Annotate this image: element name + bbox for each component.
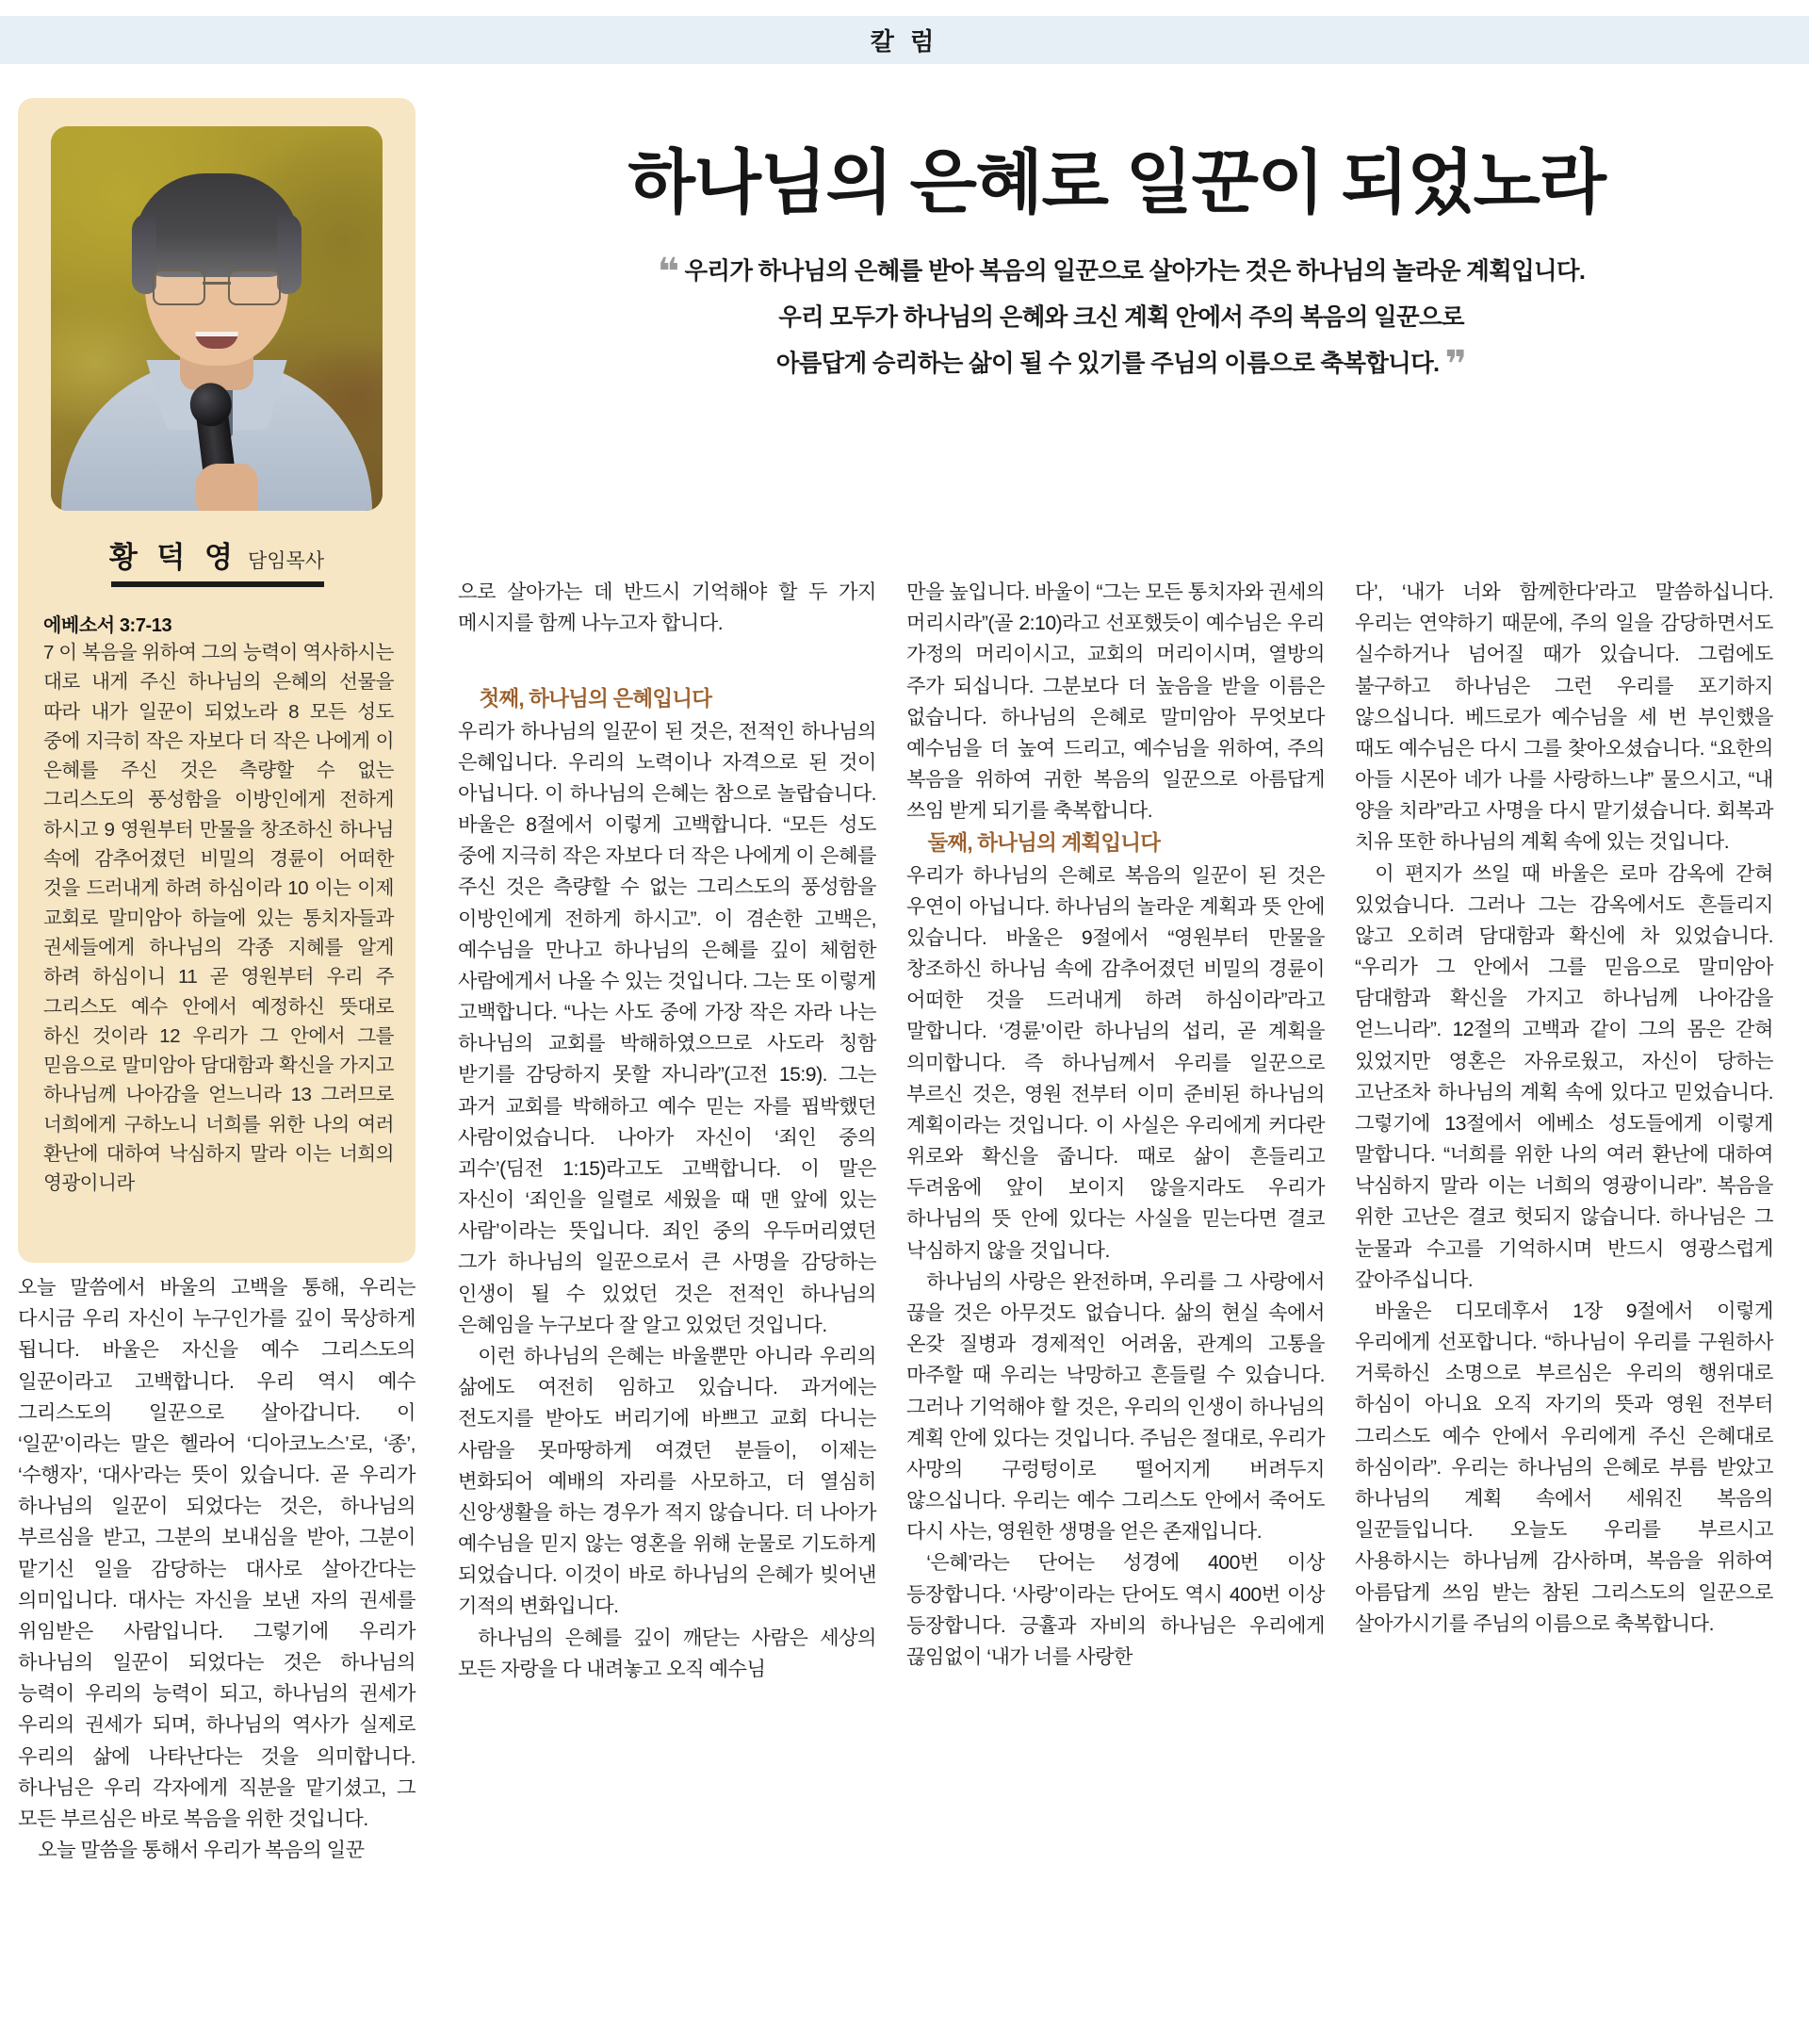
body-column-2 [458, 577, 876, 1685]
paragraph: 우리가 하나님의 일꾼이 된 것은, 전적인 하나님의 은혜입니다. 우리의 노력이나 자격으로 된 것이 아닙니다. 이 하나님의 은혜는 참으로 놀랍습니다. 바울은 8절에서 이렇게 고백합니다. “모든 성도 중에 지극히 작은 자보다 더 작은 나에게 이 은혜를 주신 것은 측량할 수 없는 그리스도의 풍성함을 이방인에게 전하게 하시고”. 이 겸손한 고백은, 예수님을 만나고 하나님의 은혜를 깊이 체험한 사람에게서 나올 수 있는 것입니다. 그는 또 이렇게 고백합니다. “나는 사도 중에 가장 작은 자라 나는 하나님의 교회를 박해하였으므로 사도라 칭함 받기를 감당하지 못할 자니라”(고전 15:9). 그는 과거 교회를 박해하고 예수 믿는 자를 핍박했던 사람이었습니다. 나아가 자신이 ‘죄인 중의 괴수’(딤전 1:15)라고도 고백합니다. 이 말은 자신이 ‘죄인을 일렬로 세웠을 때 맨 앞에 있는 사람’이라는 뜻입니다. 죄인 중의 우두머리였던 그가 하나님의 일꾼으로서 큰 사명을 감당하는 인생이 될 수 있었던 것은 전적인 하나님의 은혜임을 누구보다 잘 알고 있었던 것입니다. [458, 720, 876, 1336]
pull-quote-line-1: ❝ 우리가 하나님의 은혜를 받아 복음의 일꾼으로 살아가는 것은 하나님의 놀라운 계획입니다. [657, 252, 1586, 293]
scripture-reference: 에베소서 3:7-13 [43, 615, 172, 636]
author-divider [111, 581, 324, 587]
body-column-3 [906, 577, 1325, 1673]
section-title: 칼 럼 [870, 27, 939, 56]
pull-quote-text-1: 우리가 하나님의 은혜를 받아 복음의 일꾼으로 살아가는 것은 하나님의 놀라운 계획입니다. [684, 258, 1586, 285]
pull-quote [509, 249, 1734, 387]
pastor-figure-illustration [51, 126, 383, 511]
subheading-first: 첫째, 하나님의 은혜입니다 [479, 687, 712, 711]
author-profile-card [18, 98, 416, 1263]
article-headline: 하나님의 은혜로 일꾼이 되었노라 [627, 142, 1605, 221]
author-name-row [18, 533, 416, 576]
body-column-4 [1355, 577, 1773, 1640]
paragraph: 하나님의 은혜를 깊이 깨닫는 사람은 세상의 모든 자랑을 다 내려놓고 오직 예수님 [458, 1627, 876, 1680]
pull-quote-text-3: 아름답게 승리하는 삶이 될 수 있기를 주님의 이름으로 축복합니다. [775, 350, 1440, 377]
eyeglasses-bridge-icon [203, 282, 231, 285]
section-header-bar [0, 16, 1809, 64]
pull-quote-line-2: 우리 모두가 하나님의 은혜와 크신 계획 안에서 주의 복음의 일꾼으로 [778, 303, 1464, 331]
paragraph: 바울은 디모데후서 1장 9절에서 이렇게 우리에게 선포합니다. “하나님이 우리를 구원하사 거룩하신 소명으로 부르심은 우리의 행위대로 하심이 아니요 오직 자기의 뜻과 영원 전부터 그리스도 예수 안에서 우리에게 주신 은혜대로 하심이라”. 우리는 하나님의 은혜로 부름 받았고 하나님의 계획 속에서 세워진 복음의 일꾼들입니다. 오늘도 우리를 부르시고 사용하시는 하나님께 감사하며, 복음을 위하여 아름답게 쓰임 받는 참된 그리스도의 일꾼으로 살아가시기를 주님의 이름으로 축복합니다. [1355, 1300, 1773, 1635]
paragraph: 이런 하나님의 은혜는 바울뿐만 아니라 우리의 삶에도 여전히 임하고 있습니다. 과거에는 전도지를 받아도 버리기에 바쁘고 교회 다니는 사람을 못마땅하게 여겼던 분들이, 이제는 변화되어 예배의 자리를 사모하고, 더 열심히 신앙생활을 하는 경우가 적지 않습니다. 더 나아가 예수님을 믿지 않는 영혼을 위해 눈물로 기도하게 되었습니다. 이것이 바로 하나님의 은혜가 빚어낸 기적의 변화입니다. [458, 1345, 876, 1618]
paragraph: 우리가 하나님의 은혜로 복음의 일꾼이 된 것은 우연이 아닙니다. 하나님의 놀라운 계획과 뜻 안에 있습니다. 바울은 9절에서 “영원부터 만물을 창조하신 하나님 속에 감추어졌던 비밀의 경륜이 어떠한 것을 드러내게 하려 하심이라”라고 말합니다. ‘경륜’이란 하나님의 섭리, 곧 계획을 의미합니다. 즉 하나님께서 우리를 일꾼으로 부르신 것은, 영원 전부터 이미 준비된 하나님의 계획이라는 것입니다. 이 사실은 우리에게 커다란 위로와 확신을 줍니다. 때로 삶이 흔들리고 두려움에 앞이 보이지 않을지라도 우리가 하나님의 뜻 안에 있다는 사실을 믿는다면 결코 낙심하지 않을 것입니다. [906, 864, 1325, 1262]
author-name: 황 덕 영 [108, 541, 238, 574]
paragraph: 이 편지가 쓰일 때 바울은 로마 감옥에 갇혀 있었습니다. 그러나 그는 감옥에서도 흔들리지 않고 오히려 담대함과 확신에 차 있었습니다. “우리가 그 안에서 그를 믿음으로 말미암아 담대함과 확신을 가지고 하나님께 나아감을 얻느니라”. 12절의 고백과 같이 그의 몸은 갇혀 있었지만 영혼은 자유로웠고, 자신이 당하는 고난조차 하나님의 계획 속에 있다고 믿었습니다. 그렇기에 13절에서 에베소 성도들에게 이렇게 말합니다. “너희를 위한 나의 여러 환난에 대하여 낙심하지 말라 이는 너희의 영광이니라”. 복음을 위한 고난은 결코 헛되지 않습니다. 하나님은 그 눈물과 수고를 기억하시며 반드시 영광스럽게 갚아주십니다. [1355, 862, 1773, 1291]
author-role: 담임목사 [247, 550, 325, 572]
paragraph: 다’, ‘내가 너와 함께한다’라고 말씀하십니다. 우리는 연약하기 때문에, 주의 일을 감당하면서도 실수하거나 넘어질 때가 있습니다. 그럼에도 불구하고 하나님은 그런 우리를 포기하지 않으십니다. 베드로가 예수님을 세 번 부인했을 때도 예수님은 다시 그를 찾아오셨습니다. “요한의 아들 시몬아 네가 나를 사랑하느냐” 물으시고, “내 양을 치라”라고 사명을 다시 맡기셨습니다. 회복과 치유 또한 하나님의 계획 속에 있는 것입니다. [1355, 581, 1773, 854]
paragraph: 하나님의 사랑은 완전하며, 우리를 그 사랑에서 끊을 것은 아무것도 없습니다. 삶의 현실 속에서 온갖 질병과 경제적인 어려움, 관계의 고통을 마주할 때 우리는 낙망하고 흔들릴 수 있습니다. 그러나 기억해야 할 것은, 우리의 인생이 하나님의 계획 안에 있다는 것입니다. 주님은 절대로, 우리가 사망의 구렁텅이로 떨어지게 버려두지 않으십니다. 우리는 예수 그리스도 안에서 죽어도 다시 사는, 영원한 생명을 얻은 존재입니다. [906, 1270, 1325, 1544]
author-photo [51, 126, 383, 511]
paragraph: ‘은혜’라는 단어는 성경에 400번 이상 등장합니다. ‘사랑’이라는 단어도 역시 400번 이상 등장합니다. 긍휼과 자비의 하나님은 우리에게 끊임없이 ‘내가 너를 사랑한 [906, 1552, 1325, 1668]
figure-hair [134, 173, 300, 277]
eyeglasses-left-lens-icon [153, 270, 205, 305]
subheading-second: 둘째, 하나님의 계획입니다 [927, 831, 1161, 856]
article-page [0, 64, 1809, 2044]
figure-hand [196, 464, 258, 511]
paragraph: 으로 살아가는 데 반드시 기억해야 할 두 가지 메시지를 함께 나누고자 합니다. [458, 581, 876, 635]
paragraph: 오늘 말씀에서 바울의 고백을 통해, 우리는 다시금 우리 자신이 누구인가를 깊이 묵상하게 됩니다. 바울은 자신을 예수 그리스도의 일꾼이라고 고백합니다. 우리 역시 예수 그리스도의 일꾼으로 살아갑니다. 이 ‘일꾼’이라는 말은 헬라어 ‘디아코노스’로, ‘종’, ‘수행자’, ‘대사’라는 뜻이 있습니다. 곧 우리가 하나님의 일꾼이 되었다는 것은, 하나님의 부르심을 받고, 그분의 보내심을 받아, 그분이 맡기신 일을 감당하는 대사로 살아간다는 의미입니다. 대사는 자신을 보낸 자의 권세를 위임받은 사람입니다. 그렇기에 우리가 하나님의 일꾼이 되었다는 것은 하나님의 능력이 우리의 능력이 되고, 하나님의 권세가 우리의 권세가 되며, 하나님의 역사가 실제로 우리의 삶에 나타난다는 것을 의미합니다. 하나님은 우리 각자에게 직분을 맡기셨고, 그 모든 부르심은 바로 복음을 위한 것입니다. [18, 1277, 416, 1830]
paragraph: 오늘 말씀을 통해서 우리가 복음의 일꾼 [38, 1840, 365, 1862]
body-column-1 [18, 1272, 416, 1866]
eyeglasses-right-lens-icon [228, 270, 281, 305]
scripture-passage: 7 이 복음을 위하여 그의 능력이 역사하시는 대로 내게 주신 하나님의 은혜의 선물을 따라 내가 일꾼이 되었노라 8 모든 성도 중에 지극히 작은 자보다 더 작은 나에게 이 은혜를 주신 것은 측량할 수 없는 그리스도의 풍성함을 이방인에게 전하게 하시고 9 영원부터 만물을 창조하신 하나님 속에 감추어졌던 비밀의 경륜이 어떠한 것을 드러내게 하려 하심이라 10 이는 이제 교회로 말미암아 하늘에 있는 통치자들과 권세들에게 하나님의 각종 지혜를 알게 하려 하심이니 11 곧 영원부터 우리 주 그리스도 예수 안에서 예정하신 뜻대로 하신 것이라 12 우리가 그 안에서 그를 믿음으로 말미암아 담대함과 확신을 가지고 하나님께 나아감을 얻느니라 13 그러므로 너희에게 구하노니 너희를 위한 나의 여러 환난에 대하여 낙심하지 말라 이는 너희의 영광이니라 [43, 642, 394, 1195]
paragraph: 만을 높입니다. 바울이 “그는 모든 통치자와 권세의 머리시라”(골 2:10)라고 선포했듯이 예수님은 우리 가정의 머리이시고, 교회의 머리이시며, 열방의 주가 되십니다. 그분보다 더 높음을 받을 이름은 없습니다. 하나님의 은혜로 말미암아 무엇보다 예수님을 더 높여 드리고, 예수님을 위하여, 주의 복음을 위하여 귀한 복음의 일꾼으로 아름답게 쓰임 받게 되기를 축복합니다. [906, 581, 1325, 823]
pull-quote-line-3: 아름답게 승리하는 삶이 될 수 있기를 주님의 이름으로 축복합니다. ❞ [775, 343, 1467, 385]
